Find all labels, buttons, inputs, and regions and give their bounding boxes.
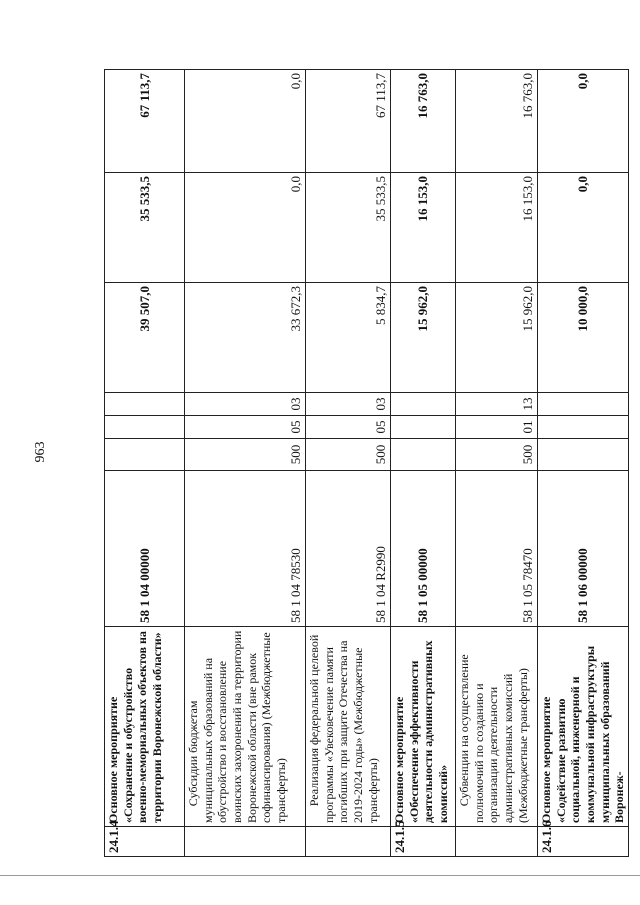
row-grbs: 500 — [456, 439, 538, 471]
row-amount-year1: 10 000,0 — [538, 283, 629, 393]
row-code — [456, 827, 538, 857]
row-grbs: 500 — [185, 439, 306, 471]
bottom-rule — [0, 875, 640, 876]
row-amount-year2: 0,0 — [185, 173, 306, 283]
page-number: 963 — [33, 441, 48, 463]
row-amount-year1: 39 507,0 — [105, 283, 185, 393]
row-name: Основное мероприятие «Сохранение и обустройство военно-мемориальных объектов на территории Воронежской области» — [105, 627, 185, 827]
row-amount-year3: 0,0 — [538, 70, 629, 173]
row-amount-year3: 67 113,7 — [105, 70, 185, 173]
row-name: Основное мероприятие «Обеспечение эффективности деятельности административных комиссий» — [391, 627, 456, 827]
row-target-code: 58 1 06 00000 — [538, 471, 629, 627]
row-target-code: 58 1 05 00000 — [391, 471, 456, 627]
row-amount-year1: 5 834,7 — [306, 283, 391, 393]
row-grbs — [538, 439, 629, 471]
row-name: Субсидии бюджетам муниципальных образований на обустройство и восстановление воинских захоронений на территории Воронежской области (вне рамок софинансирования) (Межбюджетные трансферты) — [185, 627, 306, 827]
table-row — [391, 70, 456, 857]
table-row — [306, 70, 391, 857]
row-code: 24.1.6 — [538, 827, 629, 857]
row-section — [391, 416, 456, 439]
row-target-code: 58 1 04 00000 — [105, 471, 185, 627]
row-subsection — [105, 393, 185, 416]
row-subsection: 13 — [456, 393, 538, 416]
table-row — [105, 70, 185, 857]
row-amount-year2: 16 153,0 — [456, 173, 538, 283]
row-code — [306, 827, 391, 857]
table-row — [185, 70, 306, 857]
row-subsection: 03 — [185, 393, 306, 416]
row-grbs: 500 — [306, 439, 391, 471]
row-subsection: 03 — [306, 393, 391, 416]
row-amount-year2: 35 533,5 — [105, 173, 185, 283]
row-name: Субвенции на осуществление полномочий по созданию и организации деятельности административных комиссий (Межбюджетные трансферты) — [456, 627, 538, 827]
row-target-code: 58 1 04 R2990 — [306, 471, 391, 627]
row-target-code: 58 1 04 78530 — [185, 471, 306, 627]
row-code — [185, 827, 306, 857]
row-amount-year2: 16 153,0 — [391, 173, 456, 283]
row-section — [538, 416, 629, 439]
row-subsection — [391, 393, 456, 416]
row-amount-year3: 16 763,0 — [391, 70, 456, 173]
row-grbs — [391, 439, 456, 471]
row-code: 24.1.5 — [391, 827, 456, 857]
row-amount-year2: 35 533,5 — [306, 173, 391, 283]
row-amount-year1: 15 962,0 — [456, 283, 538, 393]
table-row — [456, 70, 538, 857]
rotated-budget-table — [104, 70, 627, 857]
row-amount-year2: 0,0 — [538, 173, 629, 283]
row-name: Основное мероприятие «Содействие развитию социальной, инженерной и коммунальной инфраструктуры муниципальных образований Воронеж- — [538, 627, 629, 827]
budget-table — [104, 69, 629, 857]
row-grbs — [105, 439, 185, 471]
row-subsection — [538, 393, 629, 416]
row-amount-year1: 15 962,0 — [391, 283, 456, 393]
row-target-code: 58 1 05 78470 — [456, 471, 538, 627]
row-section — [105, 416, 185, 439]
row-section: 01 — [456, 416, 538, 439]
row-amount-year3: 0,0 — [185, 70, 306, 173]
row-code: 24.1.4 — [105, 827, 185, 857]
row-amount-year3: 67 113,7 — [306, 70, 391, 173]
table-row — [538, 70, 629, 857]
row-section: 05 — [185, 416, 306, 439]
row-amount-year3: 16 763,0 — [456, 70, 538, 173]
row-section: 05 — [306, 416, 391, 439]
row-amount-year1: 33 672,3 — [185, 283, 306, 393]
row-name: Реализация федеральной целевой программы «Увековечение памяти погибших при защите Отечества на 2019-2024 годы» (Межбюджетные трансферты) — [306, 627, 391, 827]
